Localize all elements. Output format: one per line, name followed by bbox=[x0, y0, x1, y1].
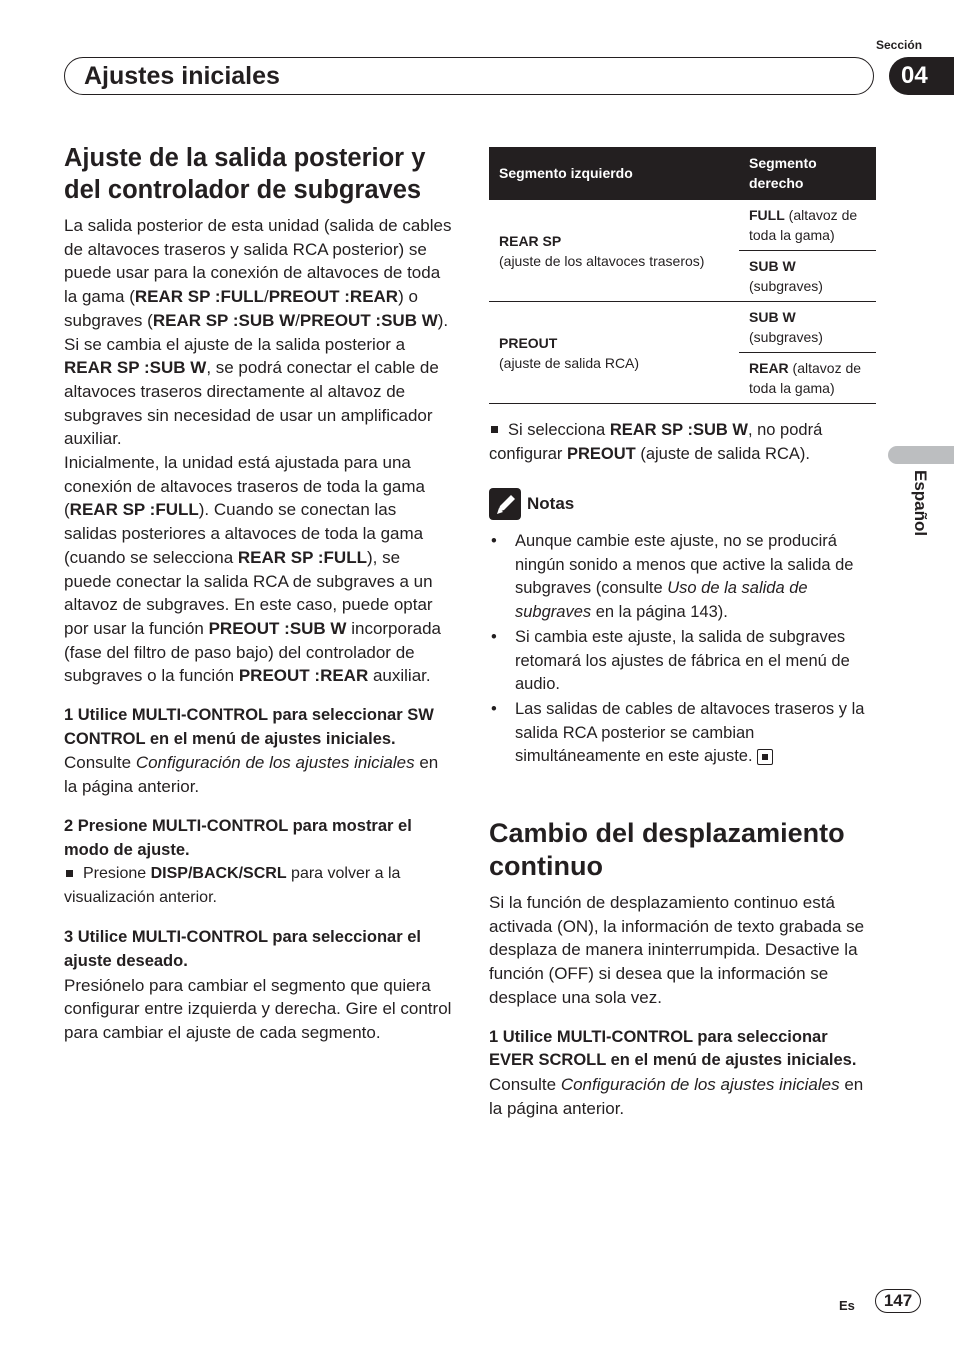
table-cell-left: REAR SP (ajuste de los altavoces traseros) bbox=[489, 200, 739, 302]
list-item: • Aunque cambie este ajuste, no se producirá ningún sonido a menos que active la salida de subgraves (consulte Uso de la salida de subgraves en la página 143). bbox=[489, 530, 877, 625]
scroll-step-1-body: Consulte Configuración de los ajustes iniciales en la página anterior. bbox=[489, 1074, 864, 1118]
table-header-left: Segmento izquierdo bbox=[489, 147, 739, 200]
table-cell-right: FULL (altavoz de toda la gama) bbox=[739, 200, 876, 251]
table-note: Si selecciona REAR SP :SUB W, no podrá configurar PREOUT (ajuste de salida RCA). bbox=[489, 421, 823, 463]
table-cell-left: PREOUT (ajuste de salida RCA) bbox=[489, 302, 739, 404]
scroll-section-heading: Cambio del desplazamiento continuo bbox=[489, 818, 845, 882]
table-row bbox=[489, 200, 876, 251]
language-label: Español bbox=[911, 470, 930, 537]
section-label: Sección bbox=[876, 38, 923, 52]
table-cell-right: SUB W (subgraves) bbox=[739, 251, 876, 302]
pencil-note-icon bbox=[489, 488, 521, 520]
side-tab-marker bbox=[888, 446, 954, 464]
left-column bbox=[64, 142, 452, 1045]
page-number: 147 bbox=[875, 1289, 921, 1313]
square-bullet-icon bbox=[66, 870, 73, 877]
section-number-badge: 04 bbox=[889, 57, 954, 95]
end-mark-icon bbox=[757, 749, 773, 765]
right-column bbox=[489, 488, 877, 1120]
square-bullet-icon bbox=[491, 426, 498, 433]
list-item: • Las salidas de cables de altavoces traseros y la salida RCA posterior se cambian simultáneamente en este ajuste. bbox=[489, 698, 877, 769]
step-3-body: Presiónelo para cambiar el segmento que quiera configurar entre izquierda y derecha. Gire el control para cambiar el ajuste de cada segmento. bbox=[64, 975, 452, 1043]
intro-paragraph: La salida posterior de esta unidad (salida de cables de altavoces traseros y salida RCA posterior) se puede usar para la conexión de altavoces de toda la gama (REAR SP :FULL/PREOUT :REAR) o subgraves (REAR SP :SUB W/PREOUT :SUB W). Si se cambia el ajuste de la salida posterior a REAR SP :SUB W, se podrá conectar el cable de altavoces traseros directamente al altavoz de subgraves sin necesidad de usar un amplificador auxiliar. bbox=[64, 216, 452, 449]
footer-language-code: Es bbox=[839, 1298, 855, 1313]
table-header-right: Segmento derecho bbox=[739, 147, 876, 200]
step-3-title: 3 Utilice MULTI-CONTROL para seleccionar el ajuste deseado. bbox=[64, 928, 421, 970]
notes-list bbox=[489, 530, 877, 769]
step-1-body: Consulte Configuración de los ajustes iniciales en la página anterior. bbox=[64, 753, 439, 797]
segment-table bbox=[489, 147, 876, 404]
step-2-title: 2 Presione MULTI-CONTROL para mostrar el modo de ajuste. bbox=[64, 816, 412, 859]
side-language-tab bbox=[888, 470, 954, 560]
section-heading: Ajuste de la salida posterior y del controlador de subgraves bbox=[64, 144, 426, 204]
step-1-title: 1 Utilice MULTI-CONTROL para seleccionar SW CONTROL en el menú de ajustes iniciales. bbox=[64, 706, 434, 748]
default-paragraph: Inicialmente, la unidad está ajustada para una conexión de altavoces traseros de toda la gama (REAR SP :FULL). Cuando se conectan las salidas posteriores a altavoces de toda la gama (cuando se selecciona REAR SP :FULL), se puede conectar la salida RCA de subgraves a un altavoz de subgraves. En este caso, puede optar por usar la función PREOUT :SUB W incorporada (fase del filtro de paso bajo) del controlador de subgraves o la función PREOUT :REAR auxiliar. bbox=[64, 453, 441, 686]
scroll-paragraph: Si la función de desplazamiento continuo está activada (ON), la información de texto grabada se desplaza de manera ininterrumpida. Desactive la función (OFF) si desea que la información se desplace una sola vez. bbox=[489, 893, 865, 1007]
table-cell-right: SUB W (subgraves) bbox=[739, 302, 876, 353]
table-row bbox=[489, 302, 876, 353]
table-cell-right: REAR (altavoz de toda la gama) bbox=[739, 353, 876, 404]
notes-heading: Notas bbox=[489, 488, 877, 520]
step-2-note: Presione DISP/BACK/SCRL para volver a la visualización anterior. bbox=[64, 865, 401, 907]
chapter-title: Ajustes iniciales bbox=[84, 62, 280, 90]
scroll-step-1-title: 1 Utilice MULTI-CONTROL para seleccionar EVER SCROLL en el menú de ajustes iniciales. bbox=[489, 1027, 857, 1070]
list-item: • Si cambia este ajuste, la salida de subgraves retomará los ajustes de fábrica en el menú de audio. bbox=[489, 626, 877, 697]
